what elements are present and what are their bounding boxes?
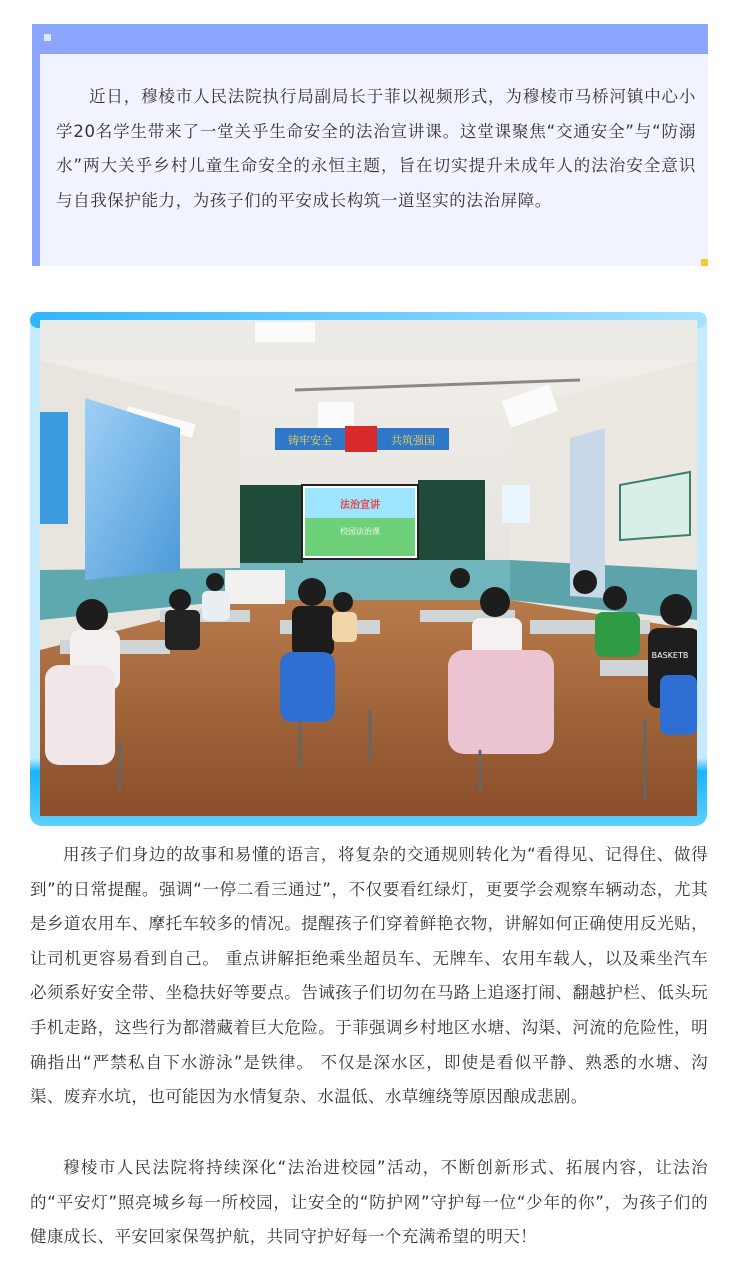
intro-top-bar	[32, 24, 708, 54]
intro-corner-accent	[701, 259, 708, 266]
photo-frame	[30, 312, 707, 826]
body-paragraph-1: 用孩子们身边的故事和易懂的语言，将复杂的交通规则转化为“看得见、记得住、做得到”的日常提醒。强调“一停二看三通过”，不仅要看红绿灯，更要学会观察车辆动态，尤其是乡道农用车、摩托车较多的情况。提醒孩子们穿着鲜艳衣物，讲解如何正确使用反光贴，让司机更容易看到自己。 重点讲解拒绝乘坐超员车、无牌车、农用车载人，以及乘坐汽车必须系好安全带、坐稳扶好等要点。告诫孩子们切勿在马路上追逐打闹、翻越护栏、低头玩手机走路，这些行为都潜藏着巨大危险。于菲强调乡村地区水塘、沟渠、河流的危险性，明确指出“严禁私自下水游泳”是铁律。 不仅是深水区，即使是看似平静、熟悉的水塘、沟渠、废弃水坑，也可能因为水情复杂、水温低、水草缠绕等原因酿成悲剧。	[30, 845, 708, 1107]
intro-left-bar	[32, 24, 40, 266]
screen-subtitle: 校园法治课	[340, 527, 380, 536]
banner-right-text: 共筑强国	[391, 434, 435, 447]
jersey-text: BASKETB	[651, 651, 689, 660]
screen-title: 法治宣讲	[340, 500, 380, 511]
classroom-illustration	[40, 320, 697, 816]
intro-decor-square	[44, 34, 51, 41]
banner-left-text: 铸牢安全	[288, 434, 332, 447]
body-paragraph-2: 穆棱市人民法院将持续深化“法治进校园”活动，不断创新形式、拓展内容，让法治的“平安灯”照亮城乡每一所校园，让安全的“防护网”守护每一位“少年的你”，为孩子们的健康成长、平安回家保驾护航，共同守护好每一个充满希望的明天！	[30, 1158, 708, 1247]
classroom-photo	[40, 320, 697, 816]
intro-card	[32, 24, 708, 266]
intro-paragraph: 近日，穆棱市人民法院执行局副局长于菲以视频形式，为穆棱市马桥河镇中心小学20名学生带来了一堂关乎生命安全的法治宣讲课。这堂课聚焦“交通安全”与“防溺水”两大关乎乡村儿童生命安全的永恒主题，旨在切实提升未成年人的法治安全意识与自我保护能力，为孩子们的平安成长构筑一道坚实的法治屏障。	[56, 87, 696, 210]
